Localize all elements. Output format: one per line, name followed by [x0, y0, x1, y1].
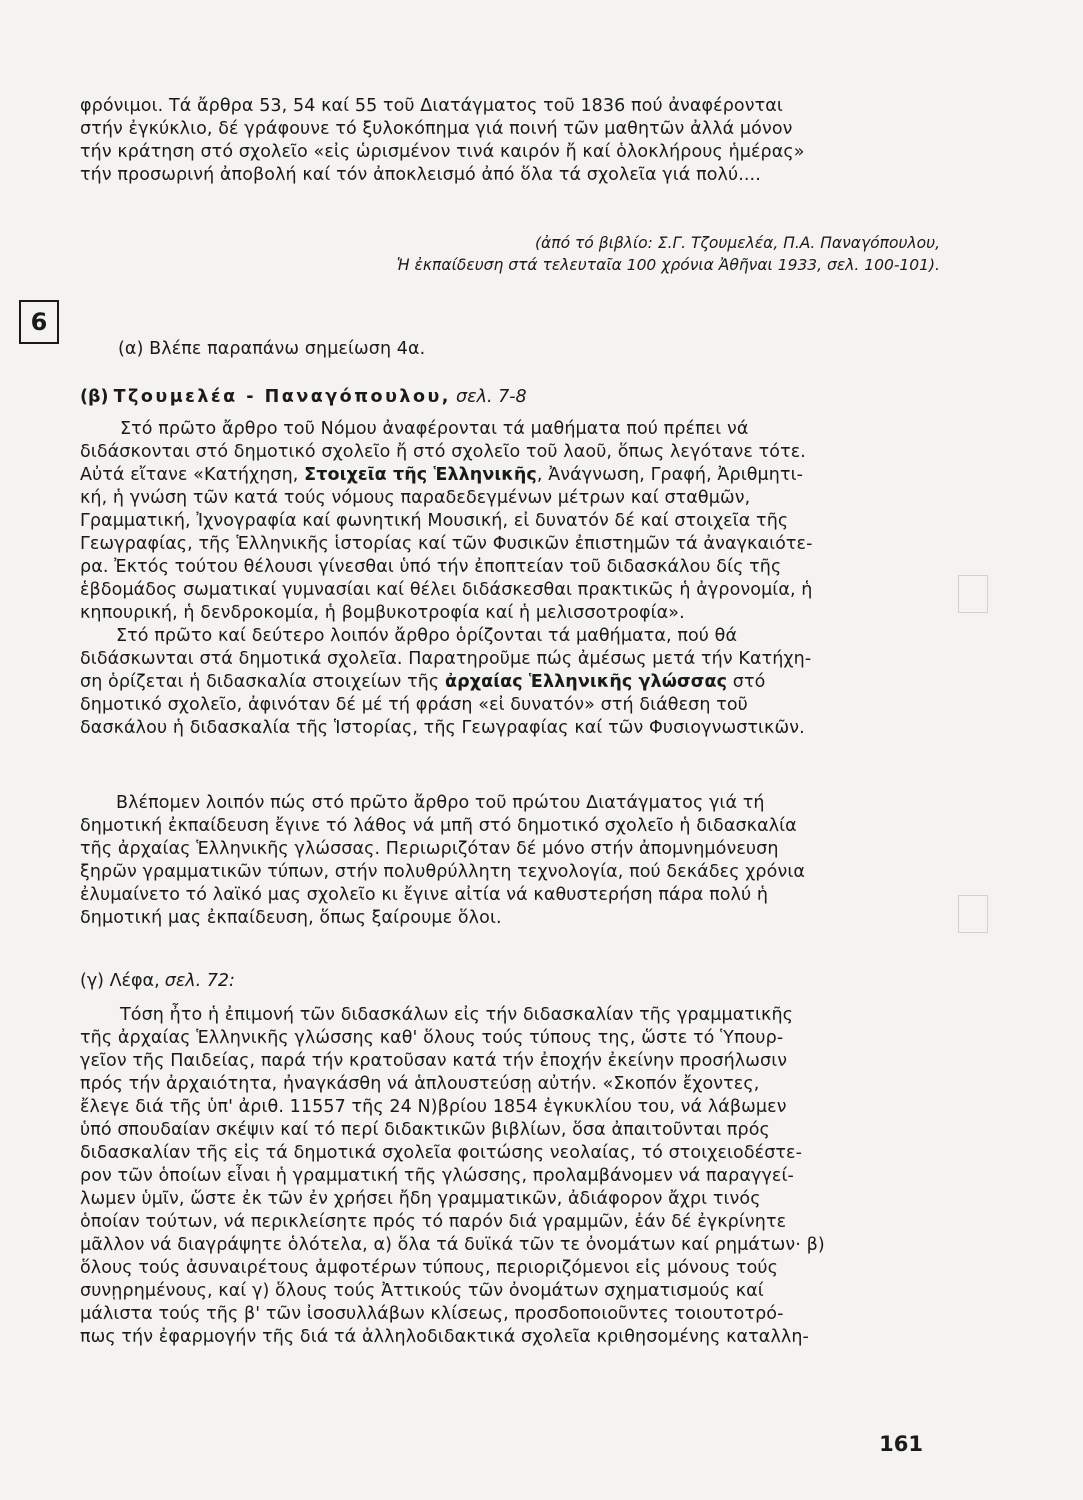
- text-line: δημοτική μας ἐκπαίδευση, ὅπως ξαίρουμε ὅλοι.: [80, 908, 502, 928]
- item-b-pages: σελ. 7-8: [456, 387, 527, 407]
- text-line: ὁποίαν τούτων, νά περικλείσητε πρός τό παρόν διά γραμμῶν, ἐάν δέ ἐγκρίνητε: [80, 1212, 787, 1232]
- text-line: πως τήν ἐφαρμογήν τῆς διά τά ἀλληλοδιδακτικά σχολεῖα κριθησομένης καταλλη-: [80, 1327, 809, 1347]
- text-line: τήν προσωρινή ἀποβολή καί τόν ἀποκλεισμό ἀπό ὅλα τά σχολεῖα γιά πολύ....: [80, 165, 761, 185]
- text-span: Αὐτά εἴτανε «Κατήχηση,: [80, 465, 305, 485]
- text-line: μάλιστα τούς τῆς β' τῶν ἰσοσυλλάβων κλίσεως, προσδοποιοῦντες τοιουτοτρό-: [80, 1304, 784, 1324]
- text-line: [80, 464, 940, 487]
- text-line: ρον τῶν ὁποίων εἶναι ἡ γραμματική τῆς γλώσσης, προλαμβάνομεν νά παραγγεί-: [80, 1166, 794, 1186]
- item-c-author: (γ) Λέφα,: [80, 971, 160, 991]
- text-span: στό: [727, 672, 766, 692]
- emphasis-text: Στοιχεῖα τῆς Ἑλληνικῆς: [304, 465, 537, 485]
- item-a-text: (α) Βλέπε παραπάνω σημείωση 4α.: [118, 339, 426, 359]
- text-line: Γεωγραφίας, τῆς Ἑλληνικῆς ἱστορίας καί τῶν Φυσικῶν ἐπιστημῶν τά ἀναγκαιότε-: [80, 534, 813, 554]
- item-c-paragraph: [80, 1004, 940, 1349]
- text-line: συνῃρημένους, καί γ) ὅλους τούς Ἀττικούς τῶν ὀνομάτων σχηματισμούς καί: [80, 1281, 764, 1301]
- item-c-pages: σελ. 72:: [164, 971, 235, 991]
- section-marker: 6: [19, 300, 59, 344]
- text-line: ὅλους τούς ἀσυναιρέτους ἀμφοτέρων τύπους, περιοριζόμενοι εἰς μόνους τούς: [80, 1258, 779, 1278]
- citation: [80, 232, 940, 276]
- text-line: στήν ἐγκύκλιο, δέ γράφουνε τό ξυλοκόπημα γιά ποινή τῶν μαθητῶν ἀλλά μόνον: [80, 119, 793, 139]
- citation-line: (ἀπό τό βιβλίο: Σ.Γ. Τζουμελέα, Π.Α. Παναγόπουλου,: [534, 234, 940, 252]
- text-line: δασκάλου ἡ διδασκαλία τῆς Ἱστορίας, τῆς Γεωγραφίας καί τῶν Φυσιογνωστικῶν.: [80, 718, 805, 738]
- text-line: κή, ἡ γνώση τῶν κατά τούς νόμους παραδεδεγμένων μέτρων καί σταθμῶν,: [80, 488, 751, 508]
- item-b-heading: [80, 386, 940, 409]
- text-line: λωμεν ὑμῖν, ὥστε ἐκ τῶν ἐν χρήσει ἤδη γραμματικῶν, ἀδιάφορον ἄχρι τινός: [80, 1189, 761, 1209]
- text-line: ἐλυμαίνετο τό λαϊκό μας σχολεῖο κι ἔγινε αἰτία νά καθυστερήση πάρα πολύ ἡ: [80, 885, 769, 905]
- text-line: Τόση ἦτο ἡ ἐπιμονή τῶν διδασκάλων εἰς τήν διδασκαλίαν τῆς γραμματικῆς: [120, 1005, 794, 1025]
- item-b-paragraph-2: [80, 625, 940, 740]
- text-line: δημοτικό σχολεῖο, ἀφινόταν δέ μέ τή φράση «εἰ δυνατόν» στή διάθεση τοῦ: [80, 695, 748, 715]
- item-c-heading: [80, 970, 940, 993]
- text-line: Στό πρῶτο ἄρθρο τοῦ Νόμου ἀναφέρονται τά μαθήματα πού πρέπει νά: [120, 419, 749, 439]
- text-line: κηπουρική, ἡ δενδροκομία, ἡ βομβυκοτροφία καί ἡ μελισσοτροφία».: [80, 603, 685, 623]
- text-line: τῆς ἀρχαίας Ἑλληνικῆς γλώσσης καθ' ὅλους τούς τύπους της, ὥστε τό Ὑπουρ-: [80, 1028, 784, 1048]
- text-line: πρός τήν ἀρχαιότητα, ἠναγκάσθη νά ἁπλουστεύσῃ αὐτήν. «Σκοπόν ἔχοντες,: [80, 1074, 760, 1094]
- text-line: ρα. Ἐκτός τούτου θέλουσι γίνεσθαι ὑπό τήν ἐποπτείαν τοῦ διδασκάλου δίς τῆς: [80, 557, 782, 577]
- item-b-paragraph-1: [80, 418, 940, 625]
- text-line: ἔλεγε διά τῆς ὑπ' ἀριθ. 11557 τῆς 24 Ν)βρίου 1854 ἐγκυκλίου του, νά λάβωμεν: [80, 1097, 787, 1117]
- emphasis-text: ἀρχαίας Ἑλληνικῆς γλώσσας: [444, 672, 728, 692]
- text-line: διδάσκωνται στά δημοτικά σχολεῖα. Παρατηροῦμε πώς ἀμέσως μετά τήν Κατήχη-: [80, 649, 812, 669]
- text-line: ἑβδομάδος σωματικαί γυμνασίαι καί θέλει διδάσκεσθαι πρακτικῶς ἡ ἀγρονομία, ἡ: [80, 580, 813, 600]
- text-line: ὑπό σπουδαίαν σκέψιν καί τό περί διδακτικῶν βιβλίων, ὅσα ἀπαιτοῦνται πρός: [80, 1120, 770, 1140]
- text-line: δημοτική ἐκπαίδευση ἔγινε τό λάθος νά μπῆ στό δημοτικό σχολεῖο ἡ διδασκαλία: [80, 816, 797, 836]
- text-line: [80, 671, 940, 694]
- text-line: διδάσκονται στό δημοτικό σχολεῖο ἤ στό σχολεῖο τοῦ λαοῦ, ὅπως λεγότανε τότε.: [80, 442, 806, 462]
- item-b-marker: (β): [80, 387, 109, 407]
- text-line: ξηρῶν γραμματικῶν τύπων, στήν πολυθρύλλητη τεχνολογία, πού δεκάδες χρόνια: [80, 862, 805, 882]
- text-line: φρόνιμοι. Τά ἄρθρα 53, 54 καί 55 τοῦ Διατάγματος τοῦ 1836 πού ἀναφέρονται: [80, 96, 783, 116]
- intro-paragraph: [80, 95, 940, 187]
- text-line: μᾶλλον νά διαγράψητε ὁλότελα, α) ὅλα τά δυϊκά τῶν τε ὀνομάτων καί ρημάτων· β): [80, 1235, 825, 1255]
- text-line: Βλέπομεν λοιπόν πώς στό πρῶτο ἄρθρο τοῦ πρώτου Διατάγματος γιά τή: [116, 793, 765, 813]
- text-line: Γραμματική, Ἰχνογραφία καί φωνητική Μουσική, εἰ δυνατόν δέ καί στοιχεῖα τῆς: [80, 511, 789, 531]
- text-line: τῆς ἀρχαίας Ἑλληνικῆς γλώσσας. Περιωριζόταν δέ μόνο στήν ἀπομνημόνευση: [80, 839, 779, 859]
- citation-line: Ἡ ἐκπαίδευση στά τελευταῖα 100 χρόνια Ἀθῆναι 1933, σελ. 100-101).: [396, 256, 940, 274]
- item-b-paragraph-3: [80, 792, 940, 930]
- text-line: διδασκαλίαν τῆς εἰς τά δημοτικά σχολεῖα φοιτώσης νεολαίας, τό στοιχειοδέστε-: [80, 1143, 803, 1163]
- item-b-author: Τζουμελέα - Παναγόπουλου,: [113, 387, 451, 407]
- item-a: [118, 338, 978, 361]
- bleed-through-mark: [958, 575, 988, 613]
- text-line: Στό πρῶτο καί δεύτερο λοιπόν ἄρθρο ὁρίζονται τά μαθήματα, πού θά: [116, 626, 738, 646]
- text-span: ση ὁρίζεται ἡ διδασκαλία στοιχείων τῆς: [80, 672, 445, 692]
- bleed-through-mark: [958, 895, 988, 933]
- text-line: τήν κράτηση στό σχολεῖο «εἰς ὡρισμένον τινά καιρόν ἤ καί ὁλοκλήρους ἡμέρας»: [80, 142, 805, 162]
- text-span: , Ἀνάγνωση, Γραφή, Ἀριθμητι-: [536, 465, 804, 485]
- page-number: 161: [879, 1432, 923, 1456]
- text-line: γεῖον τῆς Παιδείας, παρά τήν κρατοῦσαν κατά τήν ἐποχήν ἐκείνην προσήλωσιν: [80, 1051, 788, 1071]
